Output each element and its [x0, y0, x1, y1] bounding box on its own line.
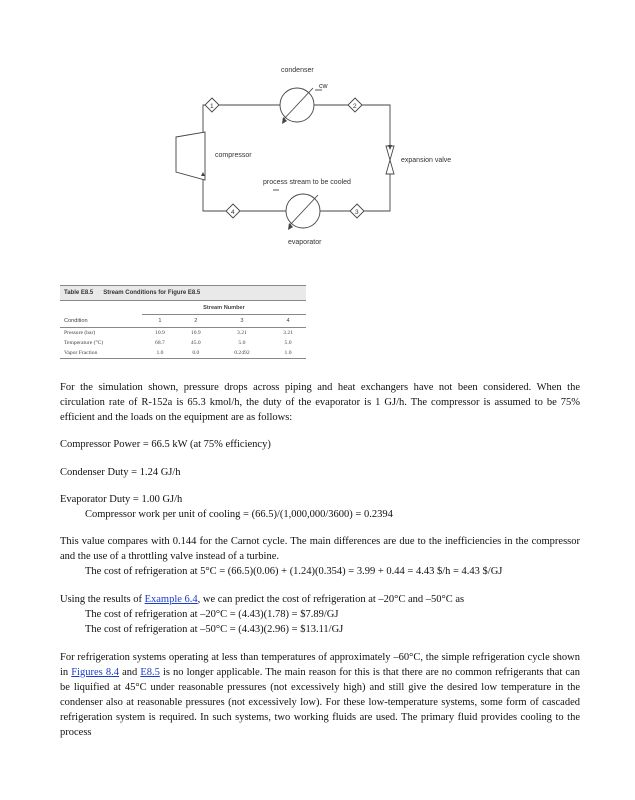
column-header: 4 [270, 315, 306, 328]
cost-5c-line: The cost of refrigeration at 5°C = (66.5)(0.06) + (1.24)(0.354) = 3.99 + 0.44 = 4.43 $/h = 4.43 $/GJ [85, 566, 503, 577]
expansion-valve-label: expansion valve [401, 157, 452, 164]
table-grid [60, 301, 306, 359]
cw-label: cw [319, 83, 328, 90]
paragraph-example-ref: Using the results of Example 6.4, we can predict the cost of refrigeration at –20°C and –50°C as [60, 594, 465, 605]
compressor-label: compressor [215, 152, 252, 159]
figures-8-4-link[interactable]: Figures 8.4 [71, 667, 119, 678]
stream-number-1: 1 [210, 103, 214, 110]
stream-number-header: Stream Number [142, 301, 306, 315]
condenser-label: condenser [281, 67, 314, 74]
table-row: Vapor Fraction 1.0 0.0 0.2492 1.0 [60, 348, 306, 359]
stream-conditions-table [60, 285, 306, 359]
table-row: Pressure (bar) 10.9 10.9 3.21 3.21 [64, 330, 293, 336]
process-stream-label: process stream to be cooled [263, 179, 351, 186]
compressor-symbol [176, 132, 205, 180]
stream-number-3: 3 [355, 209, 359, 216]
stream-number-4: 4 [231, 209, 235, 216]
table-caption [60, 285, 306, 301]
condenser-duty-line: Condenser Duty = 1.24 GJ/h [60, 467, 181, 478]
evaporator-label: evaporator [288, 239, 322, 246]
paragraph-cascade: For refrigeration systems operating at less than temperatures of approximately –60°C, the simple refrigeration cycle shown in Figures 8.4 and E8.5 is no longer applicable. The main reason for this is that there are no common refrigerants that can be liquified at 45°C under reasonable pressures (not excessively high) and still give the desired low temperature in the condenser also at reasonable pressures (not excessively low). For these low-temperature systems, some form of cascaded refrigeration system is required. In such systems, two working fluids are used. The primary fluid provides cooling to the process [60, 652, 581, 738]
compressor-power-line: Compressor Power = 66.5 kW (at 75% efficiency) [60, 439, 271, 450]
paragraph-carnot: This value compares with 0.144 for the Carnot cycle. The main differences are due to the inefficiencies in the compressor and the use of a throttling valve instead of a turbine. [60, 536, 580, 562]
column-header: 1 [142, 315, 178, 328]
table-title: Stream Conditions for Figure E8.5 [103, 290, 201, 296]
example-6-4-link[interactable]: Example 6.4 [144, 594, 198, 605]
column-header: 3 [214, 315, 270, 328]
expansion-valve-symbol [386, 146, 394, 174]
work-per-cooling-line: Compressor work per unit of cooling = (66.5)/(1,000,000/3600) = 0.2394 [85, 509, 393, 520]
column-header: 2 [178, 315, 214, 328]
paragraph-simulation: For the simulation shown, pressure drops across piping and heat exchangers have not been considered. When the circulation rate of R-152a is 65.3 kmol/h, the duty of the evaporator is 1 GJ/h. The compressor is assumed to be 75% efficient and the loads on the equipment are as follows: [60, 382, 580, 423]
stream-number-2: 2 [353, 103, 357, 110]
refrigeration-flow-diagram [0, 0, 635, 260]
table-number: Table E8.5 [64, 290, 94, 296]
evaporator-duty-line: Evaporator Duty = 1.00 GJ/h [60, 494, 183, 505]
cost-minus20-line: The cost of refrigeration at –20°C = (4.43)(1.78) = $7.89/GJ [85, 609, 339, 620]
figure-e8-5-link[interactable]: E8.5 [140, 667, 160, 678]
condition-header: Condition [60, 315, 142, 328]
cost-minus50-line: The cost of refrigeration at –50°C = (4.43)(2.96) = $13.11/GJ [85, 624, 344, 635]
table-row: Temperature (°C) 68.7 45.0 5.0 5.0 [64, 340, 292, 346]
